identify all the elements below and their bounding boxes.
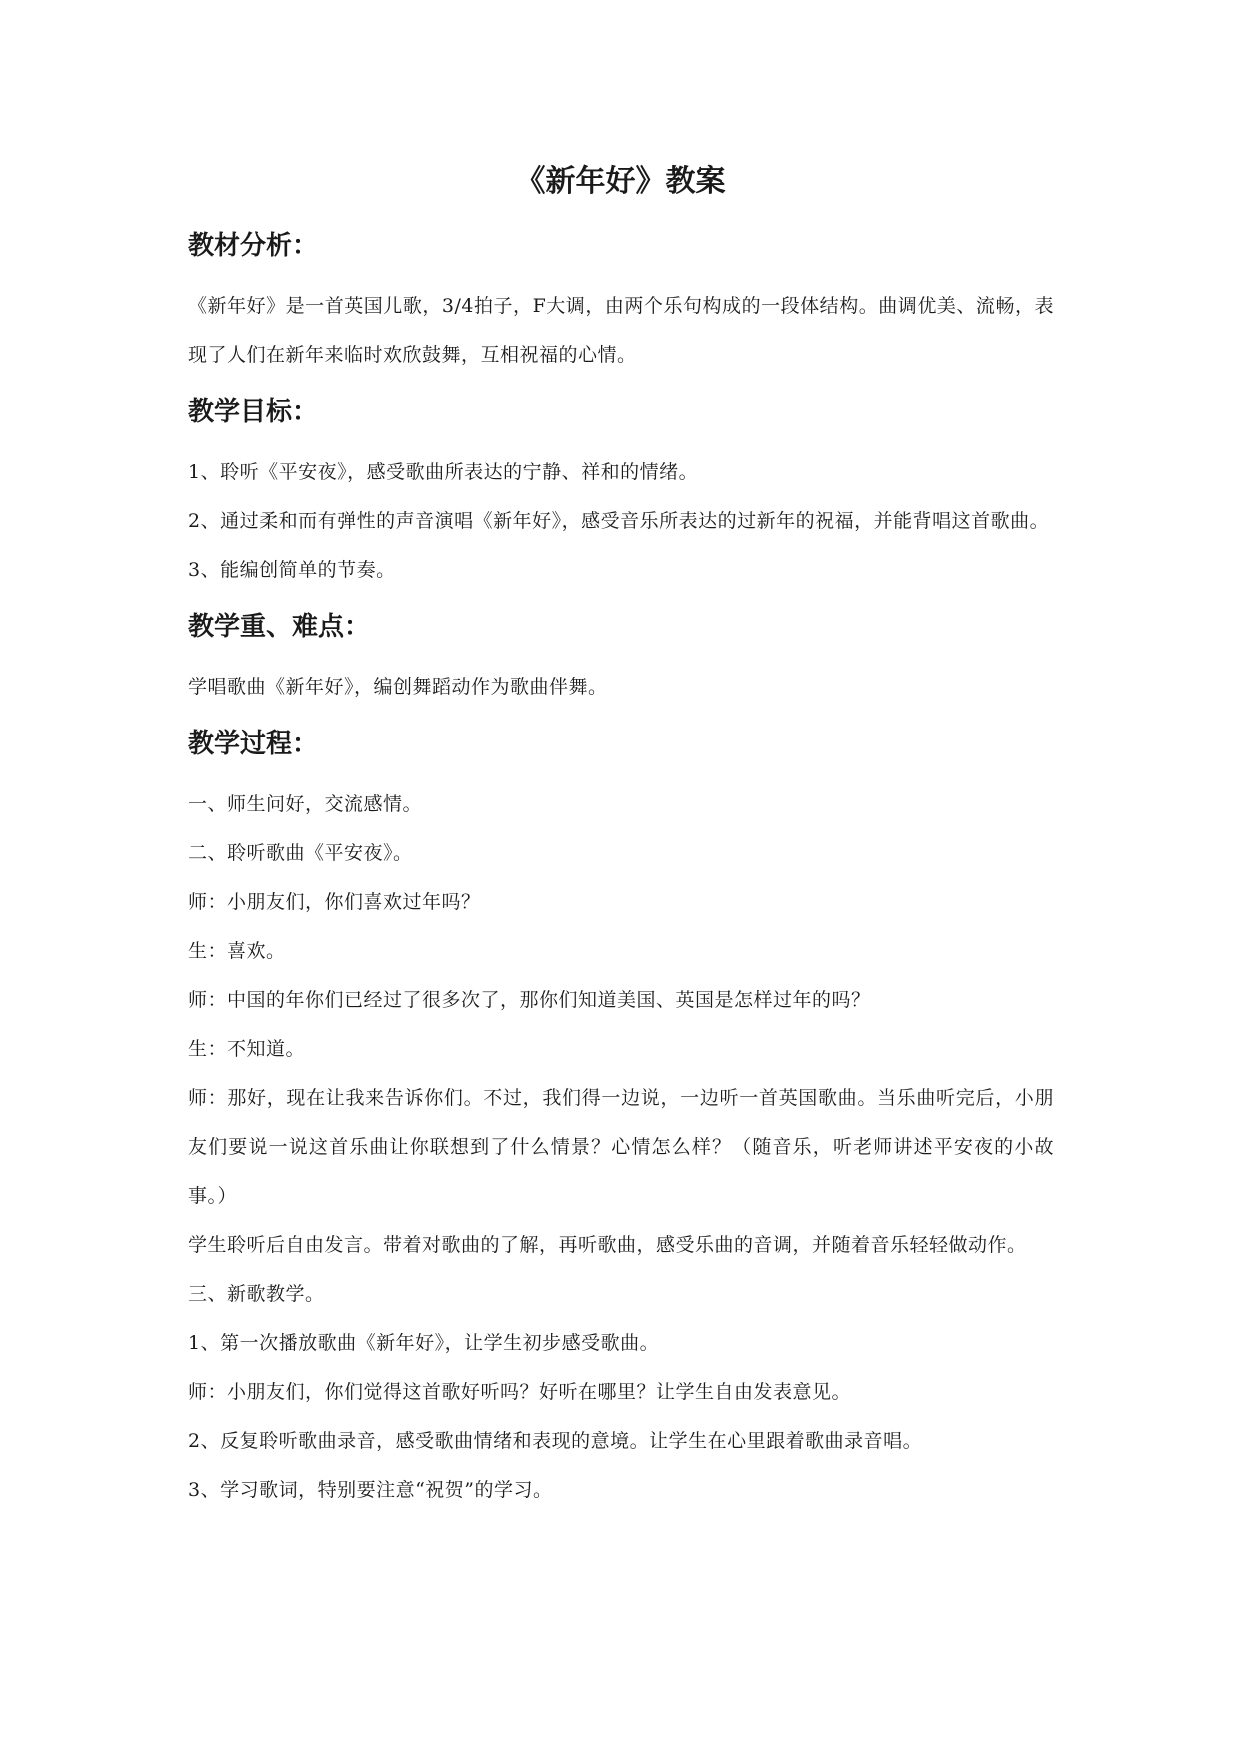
analysis-paragraph: 《新年好》是一首英国儿歌，3/4拍子，F大调，由两个乐句构成的一段体结构。曲调优美、流畅，表现了人们在新年来临时欢欣鼓舞，互相祝福的心情。: [188, 295, 1054, 366]
objective-item-2: 2、通过柔和而有弹性的声音演唱《新年好》，感受音乐所表达的过新年的祝福，并能背唱这首歌曲。: [188, 510, 1050, 532]
dialogue-line: 师：中国的年你们已经过了很多次了，那你们知道美国、英国是怎样过年的吗？: [188, 989, 871, 1011]
section-heading-objectives: 教学目标：: [188, 397, 319, 427]
dialogue-line: 师：小朋友们，你们觉得这首歌好听吗？好听在哪里？让学生自由发表意见。: [188, 1381, 852, 1403]
process-step: 2、反复聆听歌曲录音，感受歌曲情绪和表现的意境。让学生在心里跟着歌曲录音唱。: [188, 1430, 923, 1452]
section-heading-analysis: 教材分析：: [188, 231, 319, 261]
dialogue-line: 生：不知道。: [188, 1038, 306, 1060]
process-step: 3、学习歌词，特别要注意“祝贺”的学习。: [188, 1479, 553, 1501]
process-step: 1、第一次播放歌曲《新年好》，让学生初步感受歌曲。: [188, 1332, 660, 1354]
dialogue-line: 生：喜欢。: [188, 940, 286, 962]
process-step: 三、新歌教学。: [188, 1283, 325, 1305]
document-body: [188, 226, 1054, 1515]
dialogue-line: 师：小朋友们，你们喜欢过年吗？: [188, 891, 481, 913]
process-step: 二、聆听歌曲《平安夜》。: [188, 842, 413, 864]
objective-item-3: 3、能编创简单的节奏。: [188, 559, 396, 581]
process-step: 一、师生问好，交流感情。: [188, 793, 423, 815]
objective-item-1: 1、聆听《平安夜》，感受歌曲所表达的宁静、祥和的情绪。: [188, 461, 699, 483]
section-heading-process: 教学过程：: [188, 729, 319, 759]
dialogue-line: 师：那好，现在让我来告诉你们。不过，我们得一边说，一边听一首英国歌曲。当乐曲听完后，小朋友们要说一说这首乐曲让你联想到了什么情景？心情怎么样？（随音乐，听老师讲述平安夜的小故事。）: [188, 1087, 1054, 1207]
key-points-paragraph: 学唱歌曲《新年好》，编创舞蹈动作为歌曲伴舞。: [188, 676, 608, 698]
process-paragraph: 学生聆听后自由发言。带着对歌曲的了解，再听歌曲，感受乐曲的音调，并随着音乐轻轻做动作。: [188, 1234, 1027, 1256]
document-title: 《新年好》教案: [515, 164, 726, 199]
section-heading-key-points: 教学重、难点：: [188, 612, 371, 642]
